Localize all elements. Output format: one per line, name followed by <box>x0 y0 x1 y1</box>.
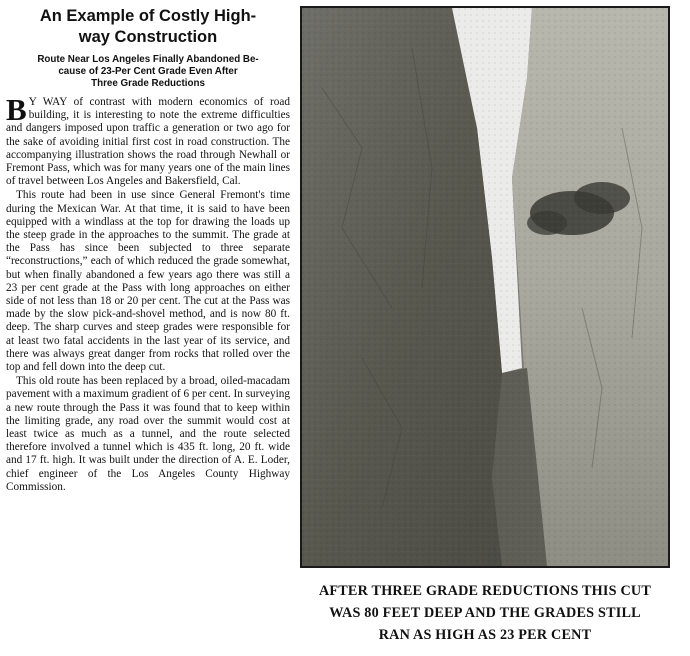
headline-line-1: An Example of Costly High- <box>39 7 257 25</box>
paragraph-1 <box>6 92 290 188</box>
caption-line-1: AFTER THREE GRADE REDUCTIONS THIS CUT <box>318 583 652 599</box>
article-column <box>6 6 290 495</box>
drop-cap: B <box>6 92 27 127</box>
road-cut-photograph <box>300 6 670 568</box>
article-headline <box>6 6 290 48</box>
article-body <box>6 92 290 494</box>
paragraph-2: This route had been in use since General Fremont's time during the Mexican War. At that time, it is said to have been equipped with a windlass at the top for drawing the loads up the steep grade in the approaches to the summit. The grade at the Pass has since been subjected to three separate “reconstructions,” each of which reduced the grade somewhat, but when finally abandoned a few years ago there was still a 23 per cent grade at the Pass with long approaches on either side of not less than 18 or 20 per cent. The cut at the Pass was made by the slow pick-and-shovel method, and is now 80 ft. deep. The sharp curves and steep grades were responsible for at least two fatal accidents in the last year of its service, and there was always great danger from rocks that rolled over the top and fell down into the deep cut. <box>6 189 290 374</box>
photo-illustration <box>302 8 668 566</box>
subhead-line-2: cause of 23-Per Cent Grade Even After <box>58 66 238 77</box>
caption-line-2: WAS 80 FEET DEEP AND THE GRADES STILL <box>329 605 641 621</box>
subhead-line-3: Three Grade Reductions <box>91 78 205 89</box>
subhead-line-1: Route Near Los Angeles Finally Abandoned Be- <box>37 54 259 65</box>
paragraph-1-text: Y WAY of contrast with modern economics of road building, it is interesting to note the extreme difficulties and dangers imposed upon traffic a generation or two ago for the sake of avoiding initial first cost in road construction. The accompanying illustration shows the road through Newhall or Fremont Pass, which was for many years one of the main lines of travel between Los Angeles and Bakersfield, Cal. <box>6 96 290 188</box>
caption-line-3: RAN AS HIGH AS 23 PER CENT <box>378 627 592 643</box>
photo-caption <box>300 580 670 646</box>
headline-line-2: way Construction <box>78 28 218 46</box>
paragraph-3: This old route has been replaced by a broad, oiled-macadam pavement with a maximum gradient of 6 per cent. In surveying a new route through the Pass it was found that to keep within the limiting grade, any road over the summit would cost at least twice as much as a tunnel, and the route selected therefore involved a tunnel which is 435 ft. long, 20 ft. wide and 17 ft. high. It was built under the direction of A. E. Loder, chief engineer of the Los Angeles County Highway Commission. <box>6 375 290 493</box>
article-subhead <box>12 54 284 90</box>
